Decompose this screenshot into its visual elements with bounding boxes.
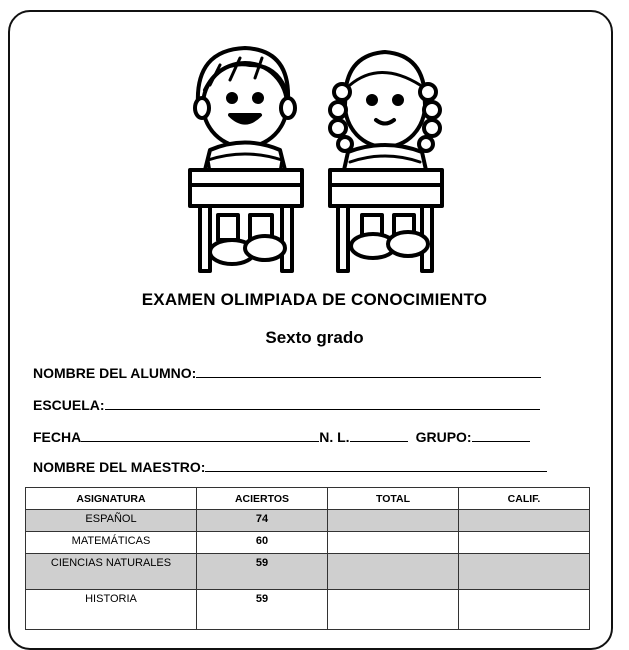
table-row [26,532,590,554]
teacher-name-field [33,458,547,475]
page-title: EXAMEN OLIMPIADA DE CONOCIMIENTO [141,290,488,309]
subject-cell: CIENCIAS NATURALES [26,554,197,590]
table-row [26,510,590,532]
grade-cell [459,510,590,532]
table-row [26,554,590,590]
table-header-row [26,488,590,510]
subject-cell: MATEMÁTICAS [26,532,197,554]
student-name-label: NOMBRE DEL ALUMNO: [33,365,197,381]
header-correct: ACIERTOS [197,488,328,510]
correct-cell: 74 [197,510,328,532]
date-line [81,428,319,442]
total-cell [328,554,459,590]
header-grade: CALIF. [459,488,590,510]
grade-cell [459,532,590,554]
total-cell [328,590,459,630]
grade-cell [459,554,590,590]
school-line [105,396,540,410]
group-label: GRUPO: [415,429,472,445]
date-field [33,428,530,445]
header-subject: ASIGNATURA [26,488,197,510]
grade-cell [459,590,590,630]
group-line [472,428,530,442]
list-number-label: N. L. [319,429,350,445]
header-total: TOTAL [328,488,459,510]
school-field [33,396,540,413]
grades-table [25,487,590,630]
children-at-desks-illustration [180,40,450,275]
page-subtitle: Sexto grado [265,328,364,347]
teacher-name-label: NOMBRE DEL MAESTRO: [33,459,206,475]
list-number-line [350,428,408,442]
subject-cell: ESPAÑOL [26,510,197,532]
teacher-name-line [205,458,547,472]
correct-cell: 60 [197,532,328,554]
student-name-line [196,364,541,378]
correct-cell: 59 [197,554,328,590]
total-cell [328,532,459,554]
total-cell [328,510,459,532]
student-name-field [33,364,541,381]
date-label: FECHA [33,429,82,445]
subject-cell: HISTORIA [26,590,197,630]
table-row [26,590,590,630]
correct-cell: 59 [197,590,328,630]
school-label: ESCUELA: [33,397,105,413]
